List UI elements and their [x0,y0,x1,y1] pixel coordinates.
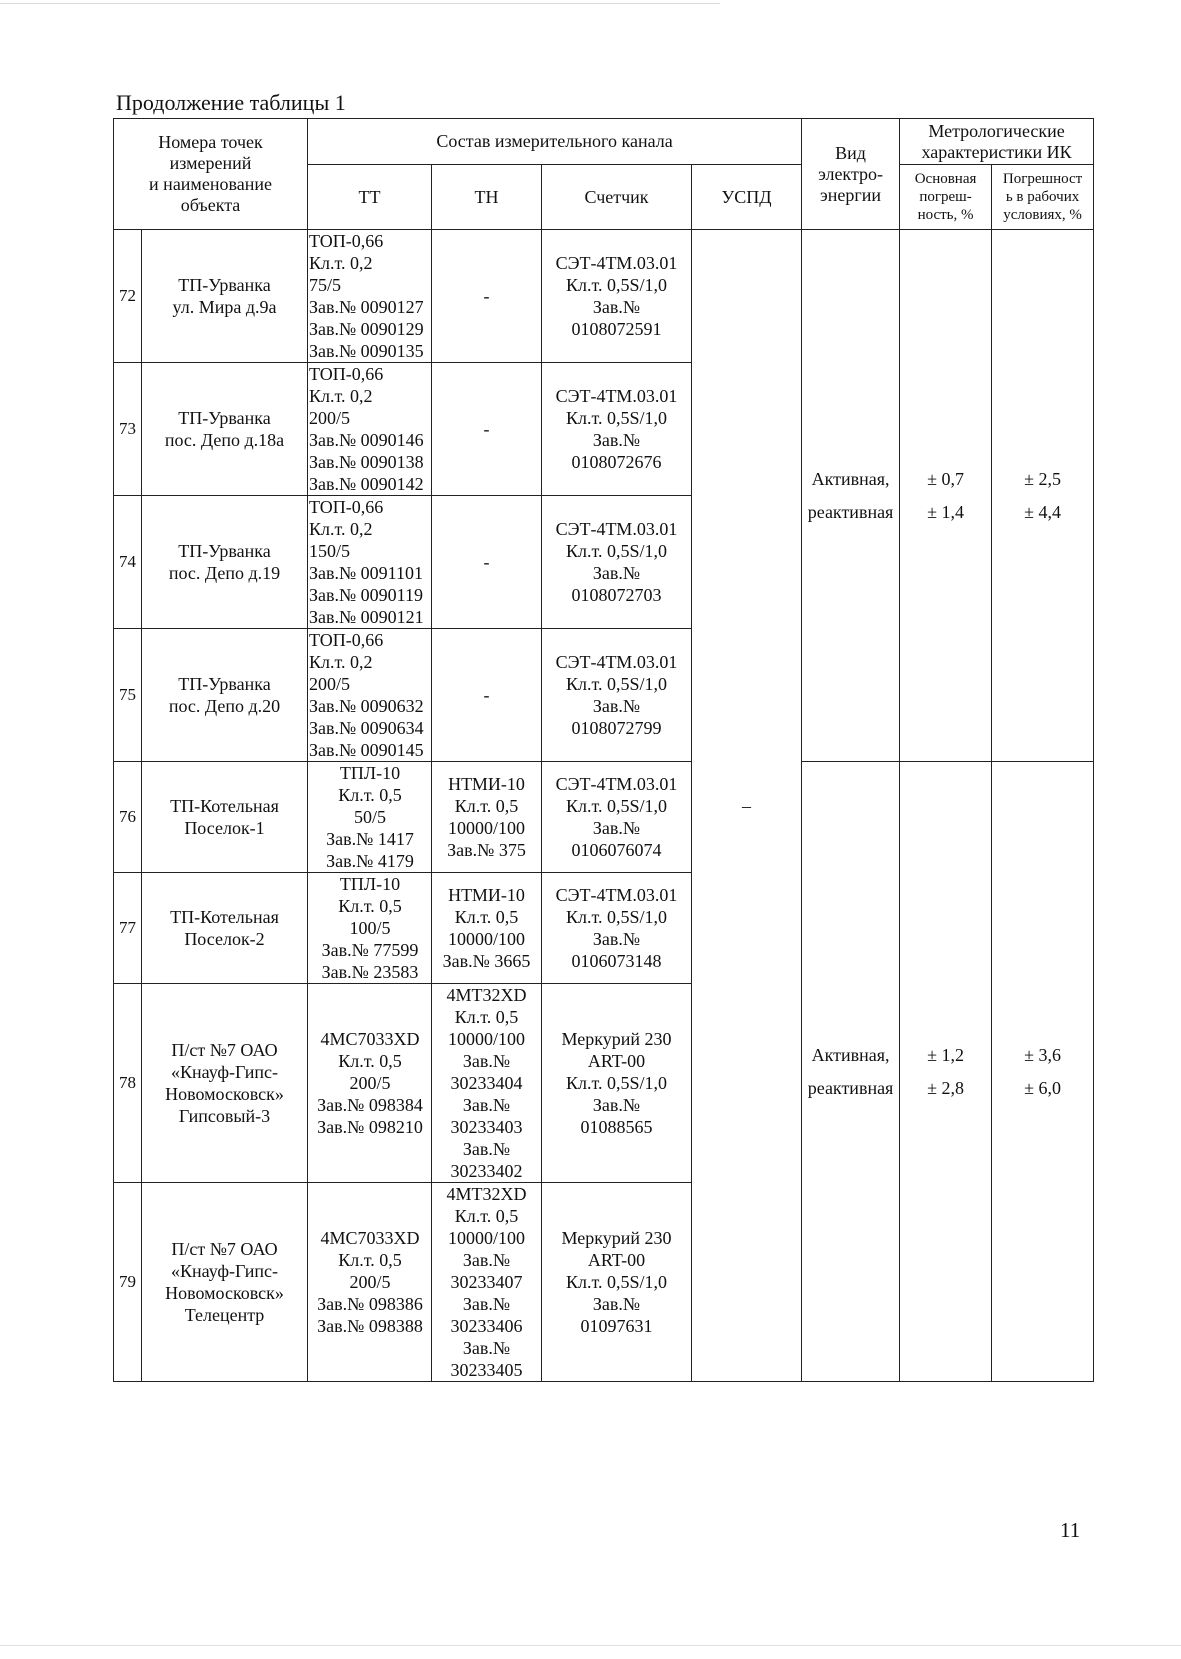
text-line: 200/5 [349,1073,391,1093]
header-composition: Состав измерительного канала [308,119,802,165]
text-line: 200/5 [309,674,351,694]
text-line: ь в рабочих [1005,189,1080,205]
text-line: Зав.№ [592,818,641,838]
text-line: Кл.т. 0,5 [454,1206,519,1226]
text-line: Кл.т. 0,5S/1,0 [565,541,667,561]
text-line: Зав.№ 0090138 [309,452,424,472]
text-line: ул. Мира д.9а [172,297,277,317]
tn-cell [432,762,542,873]
text-line: Зав.№ 77599 [321,940,419,960]
tt-cell [308,496,432,629]
basic-error [900,230,992,762]
meter-cell [542,762,692,873]
text-line: ТПЛ-10 [339,874,401,894]
text-line: 0108072703 [571,585,662,605]
text-line: Зав.№ 098388 [317,1316,423,1336]
text-line: ТОП-0,66 [309,630,384,650]
text-line: СЭТ-4ТМ.03.01 [555,519,678,539]
text-line: Поселок-2 [184,929,265,949]
text-line: Зав.№ [462,1051,511,1071]
text-line: Зав.№ 23583 [321,962,419,982]
text-line: ТПЛ-10 [339,763,401,783]
text-line: Зав.№ [462,1139,511,1159]
text-line: электро- [818,163,884,184]
text-line: 01097631 [580,1316,653,1336]
text-line: ± 6,0 [1024,1078,1061,1098]
text-line: 10000/100 [447,818,525,838]
text-line: Кл.т. 0,5 [454,1007,519,1027]
header-meter: Счетчик [542,165,692,230]
text-line: ART-00 [587,1250,646,1270]
text-line: Кл.т. 0,2 [309,519,373,539]
text-line: ТОП-0,66 [309,231,384,251]
text-line: Зав.№ [592,297,641,317]
meter-cell [542,1183,692,1382]
tt-cell [308,629,432,762]
object-name [142,496,308,629]
row-number: 78 [114,984,142,1183]
tn-cell [432,629,542,762]
text-line: 30233405 [450,1360,523,1380]
text-line: Номера точек [158,132,263,152]
text-line: 30233407 [450,1272,523,1292]
text-line: пос. Депо д.19 [168,563,281,583]
text-line: 100/5 [349,918,391,938]
text-line: Зав.№ 098384 [317,1095,423,1115]
text-line: Погрешност [1002,171,1083,187]
text-line: Зав.№ 0090146 [309,430,424,450]
text-line: - [483,419,490,439]
text-line: ТОП-0,66 [309,497,384,517]
text-line: Кл.т. 0,5 [454,796,519,816]
energy-kind [802,230,900,762]
text-line: СЭТ-4ТМ.03.01 [555,386,678,406]
text-line: 30233403 [450,1117,523,1137]
text-line: ТП-Урванка [178,408,271,428]
text-line: 0108072799 [571,718,662,738]
header-kind [802,119,900,230]
text-line: 150/5 [309,541,351,561]
text-line: 0108072591 [571,319,662,339]
text-line: 30233406 [450,1316,523,1336]
text-line: Зав.№ [462,1294,511,1314]
tn-cell [432,1183,542,1382]
object-name [142,762,308,873]
text-line: Телецентр [184,1305,265,1325]
text-line: ± 2,5 [1024,469,1061,489]
row-number: 73 [114,363,142,496]
text-line: - [483,552,490,572]
text-line: Зав.№ [592,696,641,716]
text-line: Кл.т. 0,5S/1,0 [565,796,667,816]
table-row [114,230,1094,363]
row-number: 77 [114,873,142,984]
object-name [142,873,308,984]
row-number: 76 [114,762,142,873]
text-line: 75/5 [309,275,342,295]
text-line: Поселок-1 [184,818,265,838]
object-name [142,629,308,762]
text-line: ± 4,4 [1024,502,1061,522]
text-line: Зав.№ 375 [447,840,526,860]
text-line: пос. Депо д.20 [168,696,281,716]
text-line: Зав.№ [592,430,641,450]
work-error [992,230,1094,762]
text-line: Гипсовый-3 [178,1106,271,1126]
text-line: 4МС7033XD [320,1029,420,1049]
header-tt: ТТ [308,165,432,230]
text-line: Основная [914,171,977,187]
text-line: и наименование [149,174,272,194]
meter-cell [542,984,692,1183]
text-line: 30233402 [450,1161,523,1181]
text-line: пос. Депо д.18а [164,430,285,450]
text-line: «Кнауф-Гипс- [171,1062,278,1082]
tn-cell [432,873,542,984]
text-line: Зав.№ 0090129 [309,319,424,339]
basic-error [900,762,992,1382]
text-line: Зав.№ 0090135 [309,341,424,361]
measurement-table [113,118,1094,1382]
text-line: Кл.т. 0,5S/1,0 [565,408,667,428]
object-name [142,984,308,1183]
header-points [114,119,308,230]
text-line: Кл.т. 0,5 [338,1250,402,1270]
text-line: «Кнауф-Гипс- [171,1261,278,1281]
text-line: Зав.№ 1417 [326,829,414,849]
text-line: Зав.№ 0090145 [309,740,424,760]
text-line: Кл.т. 0,5 [338,785,402,805]
meter-cell [542,629,692,762]
text-line: условиях, % [1003,207,1082,223]
tt-cell [308,363,432,496]
text-line: Зав.№ 0090634 [309,718,424,738]
page-number: 11 [1060,1518,1081,1542]
text-line: П/ст №7 ОАО [171,1239,278,1259]
text-line: Кл.т. 0,5 [338,1051,402,1071]
text-line: 0106073148 [571,951,662,971]
header-tn: ТН [432,165,542,230]
meter-cell [542,873,692,984]
text-line: 4МС7033XD [320,1228,420,1248]
text-line: ТП-Урванка [178,541,271,561]
text-line: СЭТ-4ТМ.03.01 [555,652,678,672]
text-line: Зав.№ [592,929,641,949]
header-work-error [992,165,1094,230]
text-line: Зав.№ [462,1250,511,1270]
text-line: 10000/100 [447,1228,525,1248]
text-line: ТП-Котельная [170,907,279,927]
text-line: СЭТ-4ТМ.03.01 [555,253,678,273]
meter-cell [542,230,692,363]
text-line: энергии [820,184,882,205]
text-line: Кл.т. 0,5S/1,0 [565,1272,667,1292]
text-line: 50/5 [353,807,386,827]
tt-cell [308,984,432,1183]
table-caption: Продолжение таблицы 1 [116,90,346,115]
text-line: - [483,685,490,705]
tt-cell [308,762,432,873]
text-line: измерений [169,153,252,173]
text-line: Зав.№ [462,1095,511,1115]
scan-artifact [0,1645,1181,1646]
text-line: объекта [180,195,241,215]
text-line: Вид [835,142,866,163]
text-line: Зав.№ 4179 [326,851,414,871]
text-line: Зав.№ 0090121 [309,607,424,627]
text-line: Зав.№ 098386 [317,1294,423,1314]
text-line: ность, % [917,207,974,223]
text-line: Меркурий 230 [561,1228,672,1248]
text-line: ± 1,4 [927,502,964,522]
text-line: Метрологические [928,120,1065,141]
text-line: ТОП-0,66 [309,364,384,384]
text-line: Зав.№ 098210 [317,1117,423,1137]
text-line: Зав.№ [592,1095,641,1115]
text-line: НТМИ-10 [448,885,525,905]
text-line: Зав.№ 0090119 [309,585,424,605]
text-line: Зав.№ 0091101 [309,563,424,583]
header-uspd: УСПД [692,165,802,230]
text-line: Кл.т. 0,5S/1,0 [565,907,667,927]
text-line: ± 2,8 [927,1078,964,1098]
text-line: ± 1,2 [927,1045,964,1065]
meter-cell [542,363,692,496]
text-line: Кл.т. 0,5S/1,0 [565,275,667,295]
text-line: Зав.№ [592,1294,641,1314]
text-line: Кл.т. 0,2 [309,652,373,672]
uspd-cell: – [692,230,802,1382]
meter-cell [542,496,692,629]
text-line: 0106076074 [571,840,662,860]
text-line: СЭТ-4ТМ.03.01 [555,774,678,794]
row-number: 74 [114,496,142,629]
tn-cell [432,984,542,1183]
text-line: Меркурий 230 [561,1029,672,1049]
tt-cell [308,230,432,363]
row-number: 79 [114,1183,142,1382]
text-line: 10000/100 [447,1029,525,1049]
row-number: 72 [114,230,142,363]
object-name [142,1183,308,1382]
object-name [142,230,308,363]
text-line: - [483,286,490,306]
text-line: Зав.№ [462,1338,511,1358]
text-line: 200/5 [349,1272,391,1292]
tt-cell [308,873,432,984]
header-metro [900,119,1094,165]
text-line: Кл.т. 0,2 [309,253,373,273]
table-row [114,762,1094,873]
text-line: СЭТ-4ТМ.03.01 [555,885,678,905]
energy-kind [802,762,900,1382]
text-line: 01088565 [580,1117,653,1137]
tn-cell [432,363,542,496]
text-line: Зав.№ 0090142 [309,474,424,494]
text-line: Зав.№ 0090632 [309,696,424,716]
text-line: реактивная [807,502,894,522]
text-line: характеристики ИК [921,141,1072,162]
text-line: ± 3,6 [1024,1045,1061,1065]
text-line: 4МТ32XD [446,1184,527,1204]
text-line: погреш- [919,189,972,205]
text-line: ТП-Урванка [178,674,271,694]
text-line: Кл.т. 0,2 [309,386,373,406]
work-error [992,762,1094,1382]
tt-cell [308,1183,432,1382]
text-line: Активная, [811,1045,890,1065]
text-line: 200/5 [309,408,351,428]
header-basic-error [900,165,992,230]
tn-cell [432,230,542,363]
text-line: 30233404 [450,1073,523,1093]
text-line: 0108072676 [571,452,662,472]
text-line: Кл.т. 0,5 [338,896,402,916]
tn-cell [432,496,542,629]
text-line: Зав.№ 3665 [442,951,531,971]
row-number: 75 [114,629,142,762]
text-line: Активная, [811,469,890,489]
text-line: реактивная [807,1078,894,1098]
text-line: ТП-Котельная [170,796,279,816]
text-line: НТМИ-10 [448,774,525,794]
text-line: Новомосковск» [165,1283,284,1303]
text-line: Кл.т. 0,5 [454,907,519,927]
text-line: ART-00 [587,1051,646,1071]
text-line: Кл.т. 0,5S/1,0 [565,674,667,694]
scan-artifact [0,3,720,4]
object-name [142,363,308,496]
text-line: 10000/100 [447,929,525,949]
text-line: Кл.т. 0,5S/1,0 [565,1073,667,1093]
text-line: ± 0,7 [927,469,964,489]
text-line: Новомосковск» [165,1084,284,1104]
text-line: П/ст №7 ОАО [171,1040,278,1060]
text-line: Зав.№ [592,563,641,583]
text-line: Зав.№ 0090127 [309,297,424,317]
text-line: 4МТ32XD [446,985,527,1005]
text-line: ТП-Урванка [178,275,271,295]
